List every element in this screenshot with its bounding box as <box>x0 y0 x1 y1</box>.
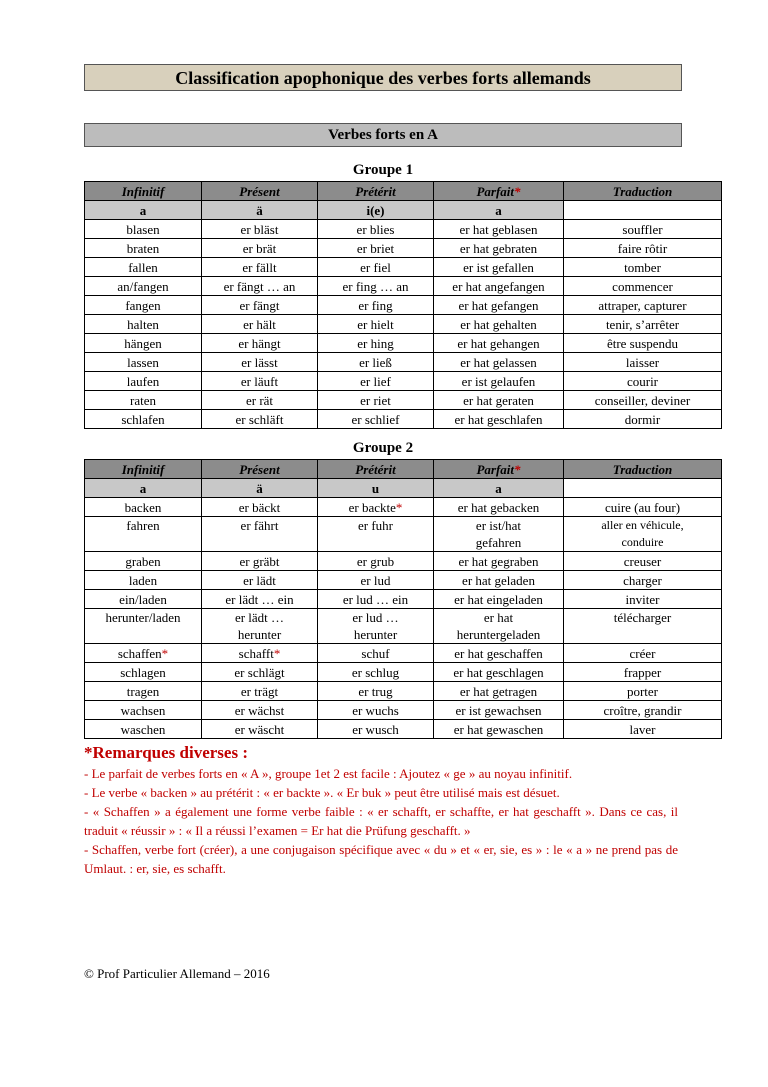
vowel-row: a ä i(e) a <box>85 201 722 220</box>
section-title: Verbes forts en A <box>84 123 682 147</box>
table-row: halten er hält er hielt er hat gehalten tenir, s’arrêter <box>85 315 722 334</box>
table-row: graben er gräbt er grub er hat gegraben creuser <box>85 552 722 571</box>
table-row: waschen er wäscht er wusch er hat gewaschen laver <box>85 720 722 739</box>
remarks-section <box>84 742 678 878</box>
group1-title: Groupe 1 <box>352 162 414 178</box>
table-row: hängen er hängt er hing er hat gehangen être suspendu <box>85 334 722 353</box>
header-preterit: Prétérit <box>318 182 434 201</box>
remark-item: - Le verbe « backen » au prétérit : « er backte ». « Er buk » peut être utilisé mais est désuet. <box>84 785 560 800</box>
table-row: braten er brät er briet er hat gebraten faire rôtir <box>85 239 722 258</box>
footer-copyright: © Prof Particulier Allemand – 2016 <box>84 966 270 981</box>
table-row: laden er lädt er lud er hat geladen charger <box>85 571 722 590</box>
header-present: Présent <box>202 182 318 201</box>
header-row <box>85 182 722 201</box>
table-row: schlafen er schläft er schlief er hat geschlafen dormir <box>85 410 722 429</box>
table-row: an/fangen er fängt … an er fing … an er hat angefangen commencer <box>85 277 722 296</box>
table-row: tragen er trägt er trug er hat getragen porter <box>85 682 722 701</box>
table-row: wachsen er wächst er wuchs er ist gewachsen croître, grandir <box>85 701 722 720</box>
group1-table <box>84 181 722 429</box>
table-row: schlagen er schlägt er schlug er hat geschlagen frapper <box>85 663 722 682</box>
header-traduction: Traduction <box>564 182 722 201</box>
table-row: fangen er fängt er fing er hat gefangen attraper, capturer <box>85 296 722 315</box>
header-parfait: Parfait* <box>434 460 564 479</box>
vowel-row: a ä u a <box>85 479 722 498</box>
table-row: raten er rät er riet er hat geraten conseiller, deviner <box>85 391 722 410</box>
document-title: Classification apophonique des verbes forts allemands <box>84 64 682 91</box>
group2-title: Groupe 2 <box>352 440 414 456</box>
remark-item: - Le parfait de verbes forts en « A », groupe 1et 2 est facile : Ajoutez « ge » au noyau infinitif. <box>84 766 573 781</box>
table-row: blasen er bläst er blies er hat geblasen souffler <box>85 220 722 239</box>
header-preterit: Prétérit <box>318 460 434 479</box>
header-infinitif: Infinitif <box>85 182 202 201</box>
remarks-heading: *Remarques diverses : <box>84 743 248 762</box>
header-traduction: Traduction <box>564 460 722 479</box>
table-row: schaffen* schafft* schuf er hat geschaffen créer <box>85 644 722 663</box>
remark-item: - « Schaffen » a également une forme verbe faible : « er schafft, er schaffte, er hat geschafft ». Dans ce cas, il traduit « réussir » : « Il a réussi l’examen = Er hat die Prüfung geschafft. » <box>84 804 678 838</box>
table-row: laufen er läuft er lief er ist gelaufen courir <box>85 372 722 391</box>
table-row: herunter/laden er lädt … herunter er lud … herunter er hat heruntergeladen télécharger <box>85 609 722 644</box>
table-row: ein/laden er lädt … ein er lud … ein er hat eingeladen inviter <box>85 590 722 609</box>
table-row: backen er bäckt er backte* er hat gebacken cuire (au four) <box>85 498 722 517</box>
group2-table <box>84 459 722 739</box>
header-row <box>85 460 722 479</box>
remark-item: - Schaffen, verbe fort (créer), a une conjugaison spécifique avec « du » et « er, sie, es » : le « a » ne prend pas de Umlaut. : er, sie, es schafft. <box>84 842 678 876</box>
header-parfait: Parfait* <box>434 182 564 201</box>
header-infinitif: Infinitif <box>85 460 202 479</box>
table-row: lassen er lässt er ließ er hat gelassen laisser <box>85 353 722 372</box>
header-present: Présent <box>202 460 318 479</box>
table-row: fahren er fährt er fuhr er ist/hat gefahren aller en véhicule, conduire <box>85 517 722 552</box>
table-row: fallen er fällt er fiel er ist gefallen tomber <box>85 258 722 277</box>
